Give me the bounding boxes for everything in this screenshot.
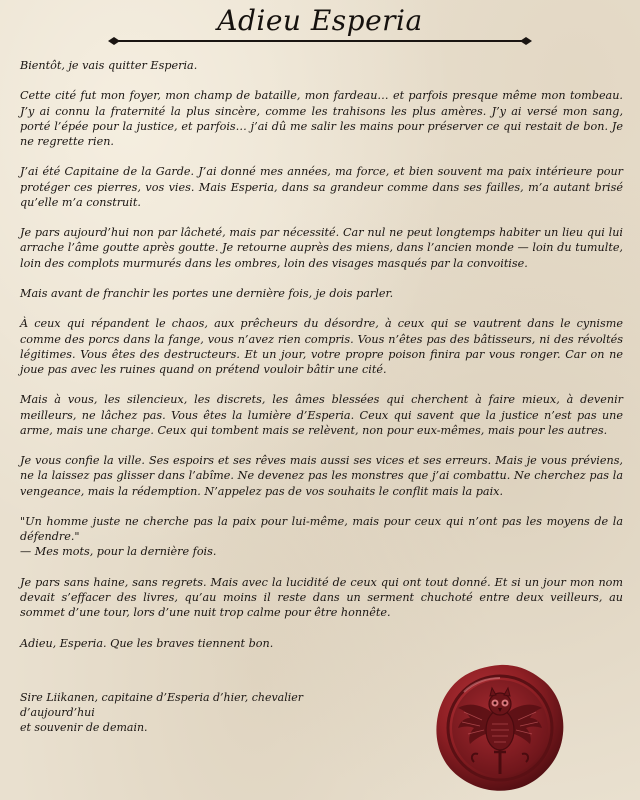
signature-block — [20, 690, 320, 735]
wax-seal-owl-icon — [434, 662, 566, 794]
paragraph-1: Bientôt, je vais quitter Esperia. — [20, 59, 198, 72]
paragraph-11: Adieu, Esperia. Que les braves tiennent bon. — [20, 636, 274, 650]
paragraph-5: Mais avant de franchir les portes une dernière fois, je dois parler. — [20, 286, 394, 300]
ornamental-divider-icon — [108, 34, 532, 48]
paragraph-10: Je pars sans haine, sans regrets. Mais avec la lucidité de ceux qui ont tout donné. Et si un jour mon nom devait s’effacer des livres, qu’au moins il reste dans un serment chuchoté entre deux veilleurs, au sommet d’une tour, lors d’une nuit trop calme pour être honnête. — [20, 575, 623, 620]
signature-line-1: Sire Liikanen, capitaine d’Esperia d’hier, chevalier d’aujourd’hui — [20, 691, 304, 719]
paragraph-8: Je vous confie la ville. Ses espoirs et ses rêves mais aussi ses vices et ses erreurs. Mais je vous préviens, ne la laissez pas glisser dans l’abîme. Ne devenez pas les monstres que j’ai combattu. Ne cherchez pas la vengeance, mais la rédemption. N’appelez pas de vos souhaits le conflit mais la paix. — [20, 454, 623, 498]
letter-body — [20, 58, 623, 666]
paragraph-7: Mais à vous, les silencieux, les discrets, les âmes blessées qui cherchent à faire mieux, à devenir meilleurs, ne lâchez pas. Vous êtes la lumière d’Esperia. Ceux qui savent que la justice n’est pas une arme, mais une charge. Ceux qui tombent mais se relèvent, non pour eux-mêmes, mais pour les autres. — [20, 393, 623, 437]
paragraph-3: J’ai été Capitaine de la Garde. J’ai donné mes années, ma force, et bien souvent ma paix intérieure pour protéger ces pierres, vos vies. Mais Esperia, dans sa grandeur comme dans ses failles, m’a autant brisé qu’elle m’a construit. — [20, 165, 623, 209]
signature-line-2: et souvenir de demain. — [20, 721, 148, 734]
paragraph-2: Cette cité fut mon foyer, mon champ de bataille, mon fardeau… et parfois presque même mon tombeau. J’y ai connu la fraternité la plus sincère, comme les trahisons les plus amères. J’y ai versé mon sang, porté l’épée pour la justice, et parfois… j’ai dû me salir les mains pour préserver ce qui restait de bon. Je ne regrette rien. — [20, 89, 623, 148]
quote-paragraph: "Un homme juste ne cherche pas la paix pour lui-même, mais pour ceux qui n’ont pas les moyens de la défendre." — Mes mots, pour la dernière fois. — [20, 514, 623, 559]
paragraph-6: À ceux qui répandent le chaos, aux prêcheurs du désordre, à ceux qui se vautrent dans le cynisme comme des porcs dans la fange, vous n’avez rien compris. Vous n’êtes pas des bâtisseurs, ni des révoltés légitimes. Vous êtes des destructeurs. Et un jour, votre propre poison finira par vous ronger. Car on ne joue pas avec les ruines quand on prétend vouloir bâtir une cité. — [20, 317, 623, 376]
paragraph-4: Je pars aujourd’hui non par lâcheté, mais par nécessité. Car nul ne peut longtemps habiter un lieu qui lui arrache l’âme goutte après goutte. Je retourne auprès des miens, dans l’ancien monde — loin du tumulte, loin des complots murmurés dans les ombres, loin des visages masqués par la convoitise. — [20, 226, 623, 270]
letter-title: Adieu Esperia — [217, 4, 423, 37]
